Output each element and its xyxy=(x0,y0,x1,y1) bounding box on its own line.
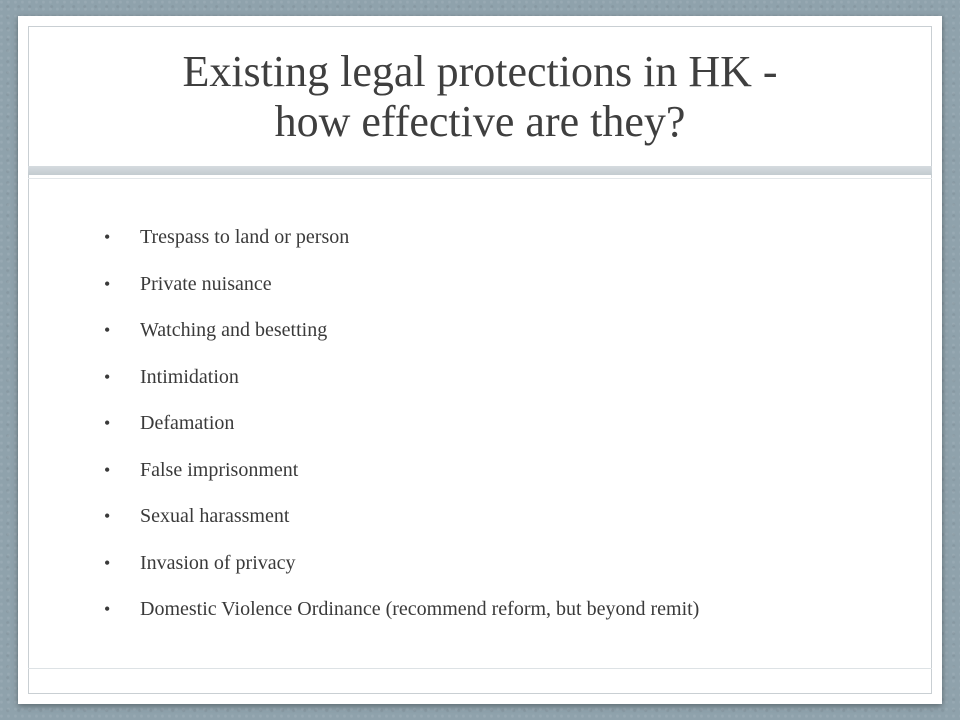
bullet-text: Private nuisance xyxy=(140,272,272,295)
bullet-icon: • xyxy=(104,227,111,247)
bullet-text: Watching and besetting xyxy=(140,319,328,341)
bullet-text: Defamation xyxy=(140,412,235,434)
bullet-text: Trespass to land or person xyxy=(140,226,350,248)
list-item xyxy=(104,593,699,640)
bullet-icon: • xyxy=(104,599,111,619)
bullet-icon: • xyxy=(104,320,111,340)
list-item xyxy=(104,454,699,501)
list-item xyxy=(104,407,699,454)
bullet-icon: • xyxy=(104,366,111,387)
bullet-icon: • xyxy=(104,273,111,294)
slide-title xyxy=(28,26,932,168)
bullet-text: Intimidation xyxy=(140,365,239,388)
title-line-2: how effective are they? xyxy=(274,97,686,146)
bullet-text: Invasion of privacy xyxy=(140,551,296,574)
footer-divider xyxy=(28,668,932,669)
list-item xyxy=(104,314,699,361)
bullet-list xyxy=(104,221,699,640)
slide xyxy=(18,16,942,704)
list-item xyxy=(104,500,699,547)
bullet-text: False imprisonment xyxy=(140,458,299,481)
title-divider-thin xyxy=(28,178,932,179)
list-item xyxy=(104,268,699,315)
bullet-icon: • xyxy=(104,459,111,480)
bullet-text: Domestic Violence Ordinance (recommend reform, but beyond remit) xyxy=(140,598,700,620)
list-item xyxy=(104,221,699,268)
bullet-icon: • xyxy=(104,506,111,526)
bullet-icon: • xyxy=(104,413,111,433)
list-item xyxy=(104,361,699,408)
bullet-icon: • xyxy=(104,552,111,573)
bullet-text: Sexual harassment xyxy=(140,505,290,527)
list-item xyxy=(104,547,699,594)
title-line-1: Existing legal protections in HK - xyxy=(182,47,778,96)
title-divider xyxy=(28,166,932,175)
